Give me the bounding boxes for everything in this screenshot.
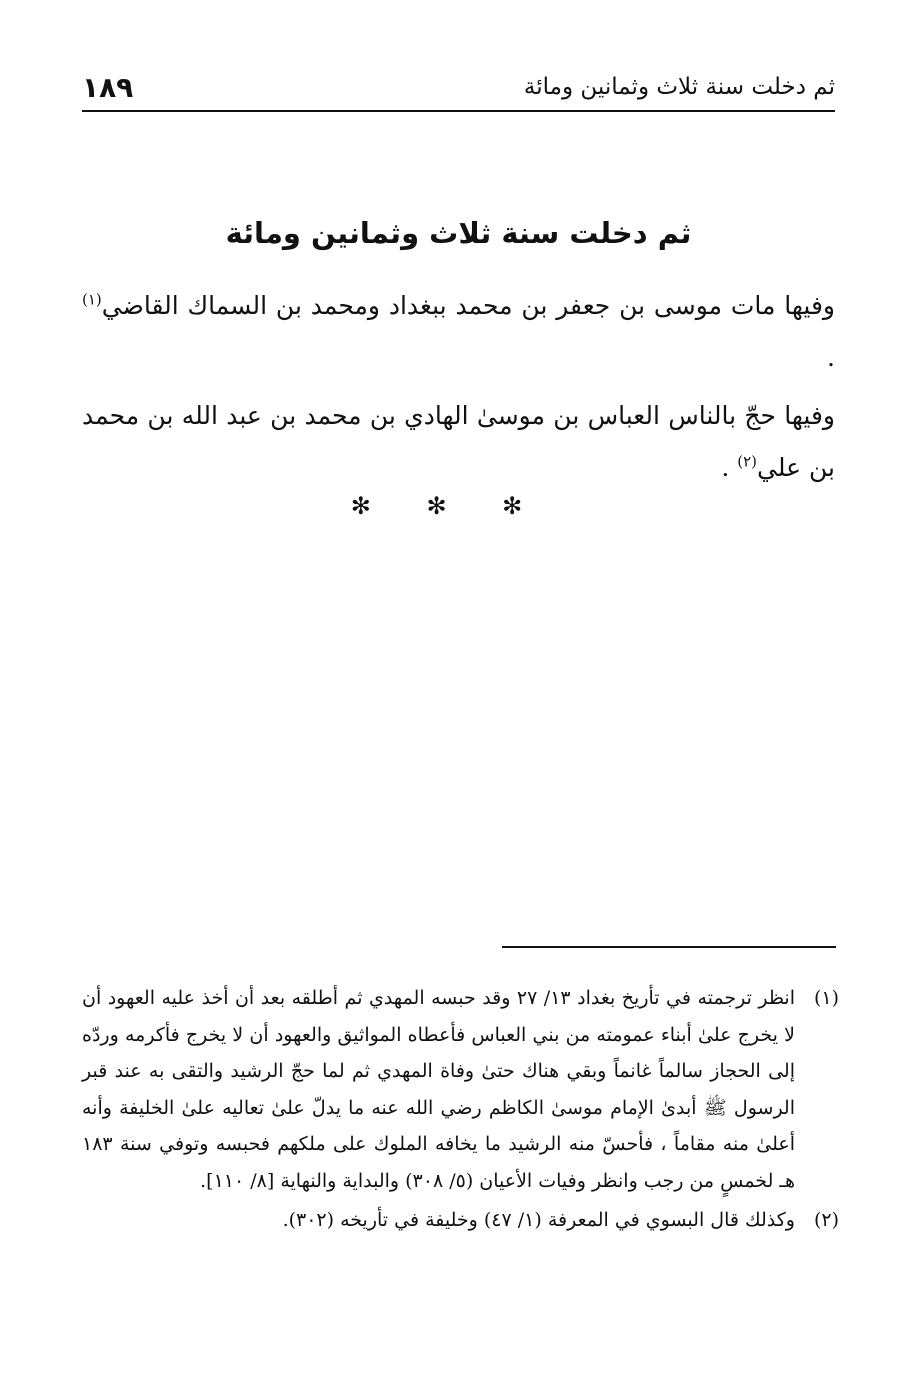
footnote-ref: (٢) [737,452,758,471]
footnote-item [82,980,839,1199]
body-paragraph [82,390,835,494]
running-header [82,68,835,106]
paragraph-end: . [827,343,835,372]
footnote-ref: (١) [82,290,102,309]
section-separator-asterisks: ✻ ✻ ✻ [350,492,547,520]
header-rule [82,110,835,112]
paragraph-text: وفيها حجّ بالناس العباس بن موسىٰ الهادي بن محمد بن عبد الله بن محمد بن علي [82,401,835,482]
chapter-title: ثم دخلت سنة ثلاث وثمانين ومائة [225,216,692,250]
page-number: ١٨٩ [82,70,134,104]
paragraph-text: وفيها مات موسى بن جعفر بن محمد ببغداد ومحمد بن السماك القاضي [101,291,835,320]
running-title: ثم دخلت سنة ثلاث وثمانين ومائة [523,74,835,100]
body-paragraph [82,280,835,384]
footnote-item [82,1202,839,1239]
footnote-number: (٢) [813,1209,839,1231]
footnote-text: وكذلك قال البسوي في المعرفة (١/ ٤٧) وخليفة في تأريخه (٣٠٢). [282,1209,795,1231]
footnote-number: (١) [813,987,839,1009]
footnote-text: انظر ترجمته في تأريخ بغداد ١٣/ ٢٧ وقد حبسه المهدي ثم أطلقه بعد أن أخذ عليه العهود أن لا يخرج علىٰ أبناء عمومته من بني العباس فأعطاه المواثيق والعهود أن لا يخرج فأكرمه وردّه إلى الحجاز سالماً غانماً وبقي هناك حتىٰ وفاة المهدي ثم لما حجّ الرشيد والتقى به عند قبر الرسول ﷺ أبدىٰ الإمام موسىٰ الكاظم رضي الله عنه ما يدلّ علىٰ تعاليه علىٰ الخليفة وأنه أعلىٰ منه مقاماً ، فأحسّ منه الرشيد ما يخافه الملوك على ملكهم فحبسه وتوفي سنة ١٨٣ هـ لخمسٍ من رجب وانظر وفيات الأعيان (٥/ ٣٠٨) والبداية والنهاية [٨/ ١١٠]. [82,987,795,1192]
footnotes [82,980,839,1242]
paragraph-end: . [721,453,738,482]
footnote-rule [502,946,836,948]
body-text [82,280,835,500]
